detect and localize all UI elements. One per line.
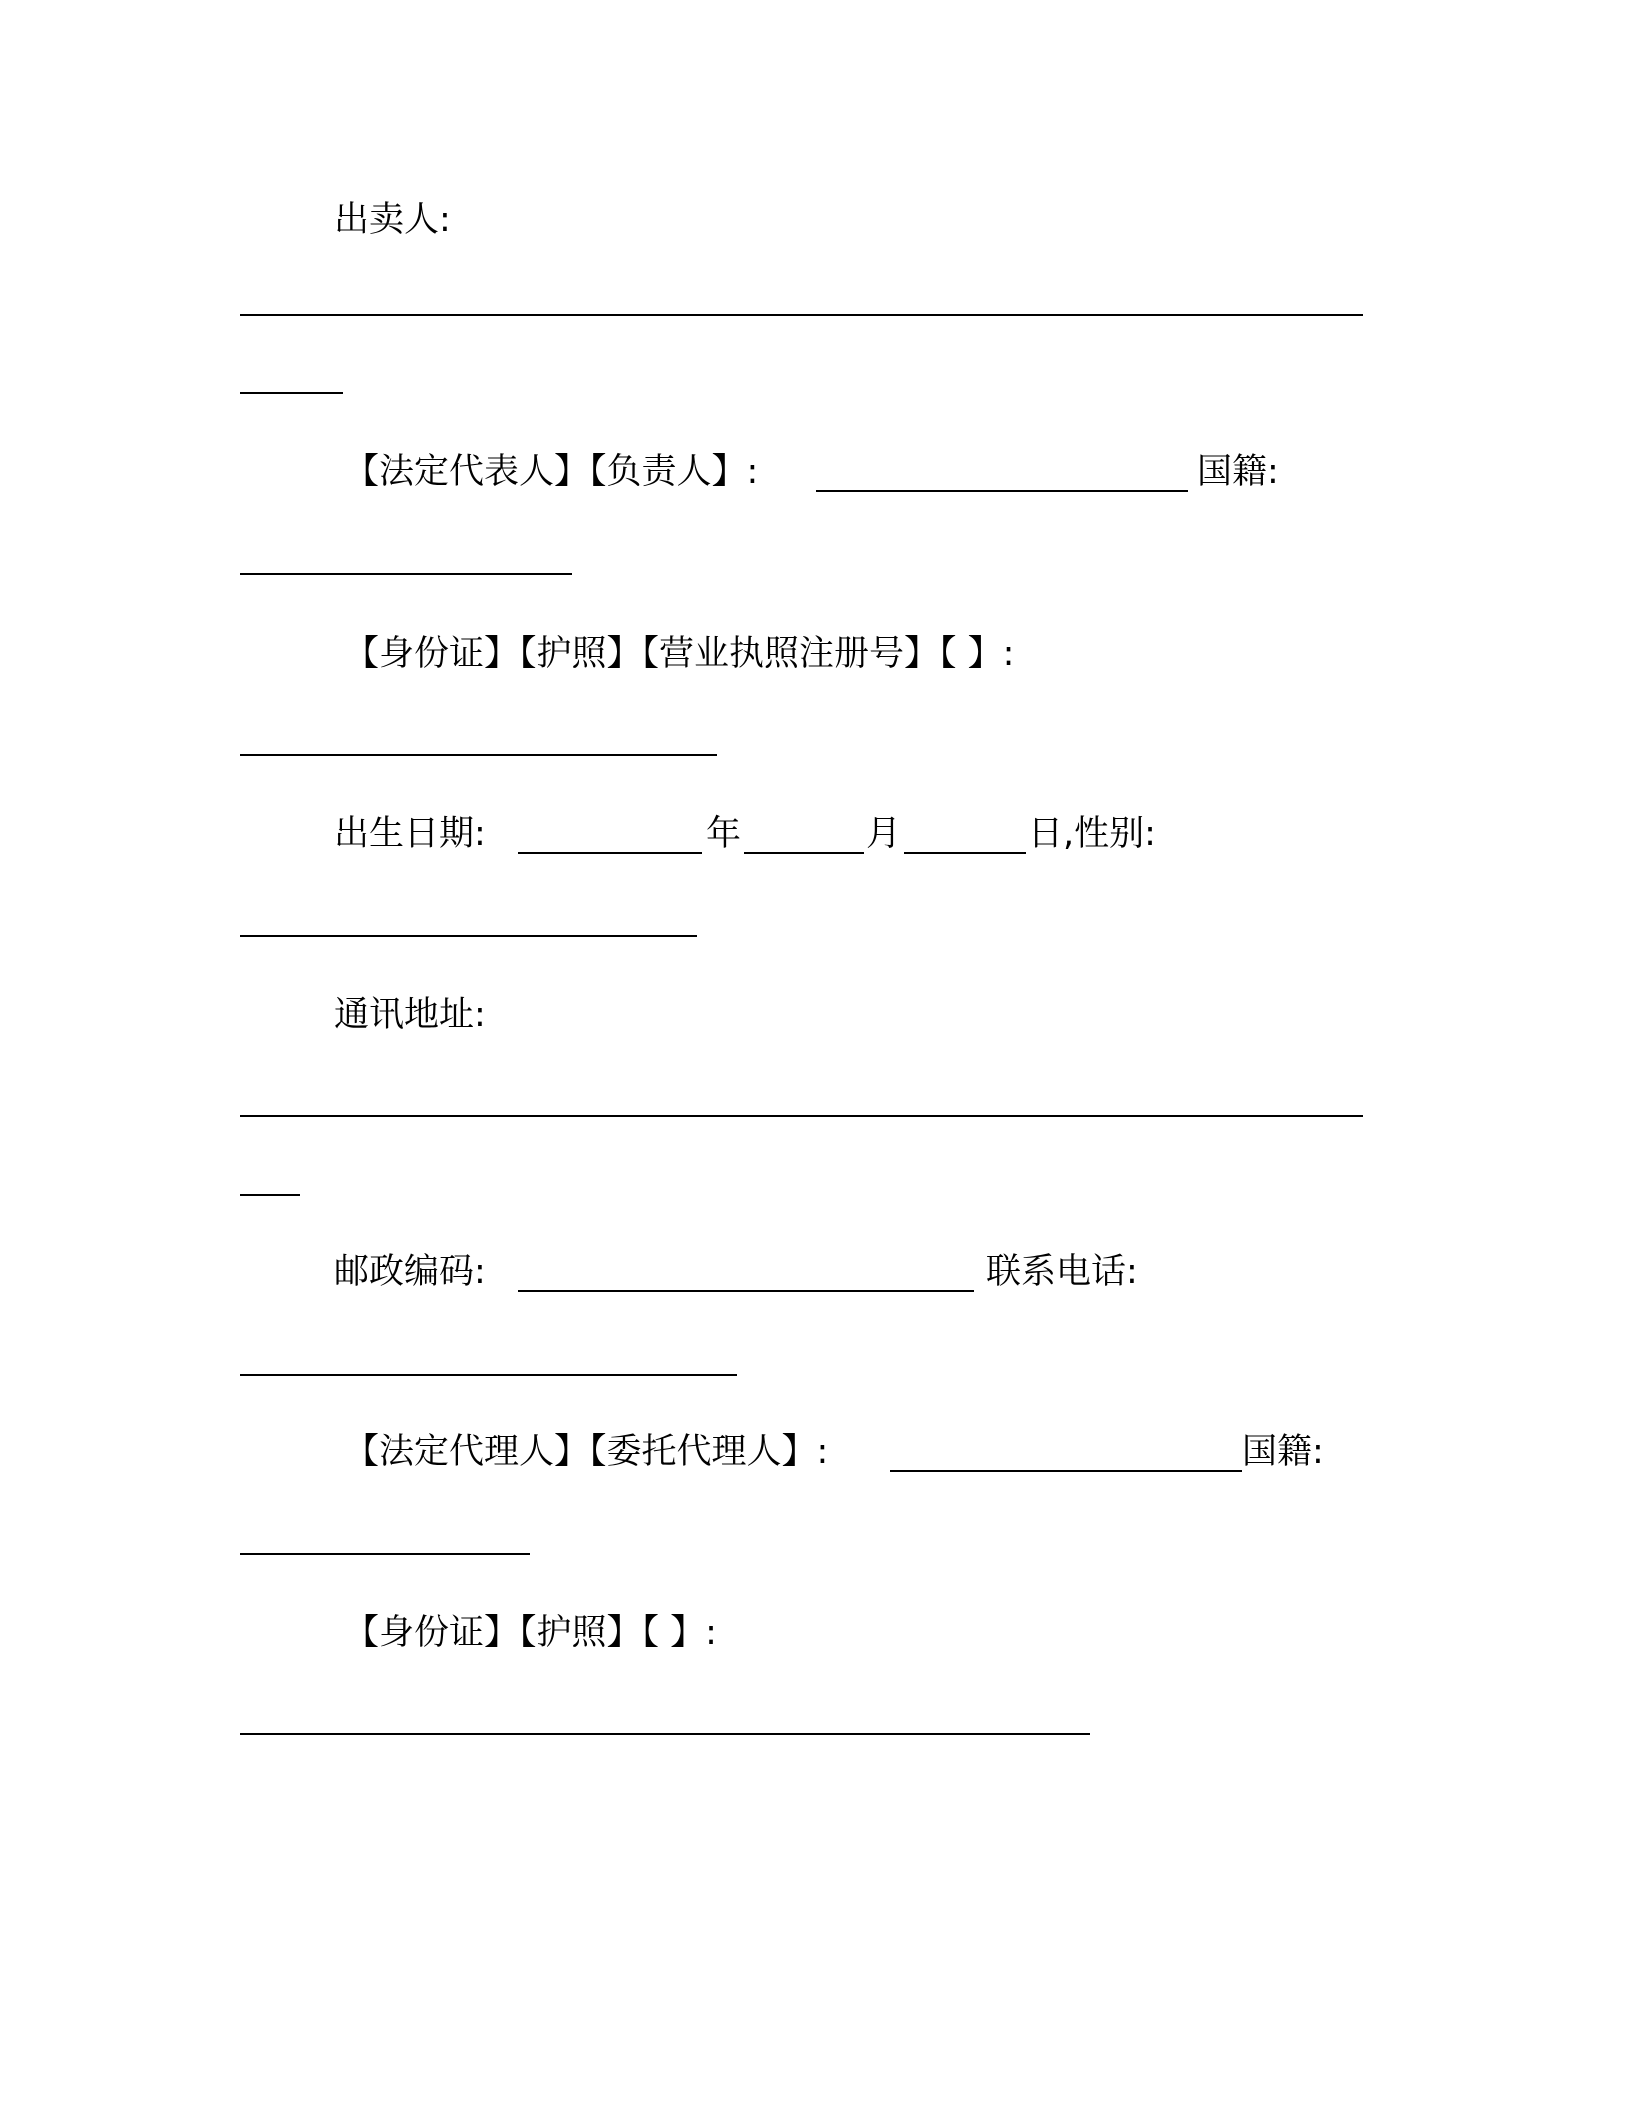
id-number-blank-1[interactable] bbox=[240, 754, 717, 756]
birth-month-blank[interactable] bbox=[744, 852, 864, 854]
birth-year-blank[interactable] bbox=[518, 852, 702, 854]
nationality-label-2: 国籍: bbox=[1242, 1432, 1324, 1472]
legal-rep-name-blank[interactable] bbox=[816, 490, 1188, 492]
gender-blank[interactable] bbox=[240, 935, 697, 937]
nationality-label-1: 国籍: bbox=[1197, 452, 1279, 492]
id-types-label-1: 【身份证】【护照】【营业执照注册号】【 】: bbox=[344, 634, 1015, 674]
agent-label: 【法定代理人】【委托代理人】: bbox=[344, 1432, 829, 1472]
id-number-blank-2[interactable] bbox=[240, 1733, 1090, 1735]
day-gender-label: 日,性别: bbox=[1028, 814, 1156, 854]
nationality-blank-2[interactable] bbox=[240, 1553, 530, 1555]
birth-day-blank[interactable] bbox=[904, 852, 1026, 854]
address-blank-cont[interactable] bbox=[240, 1194, 300, 1196]
id-types-label-2: 【身份证】【护照】【 】: bbox=[344, 1613, 717, 1653]
seller-label: 出卖人: bbox=[334, 200, 451, 240]
month-label: 月 bbox=[866, 814, 902, 854]
postcode-label: 邮政编码: bbox=[334, 1252, 486, 1292]
postcode-blank[interactable] bbox=[518, 1290, 974, 1292]
seller-name-blank[interactable] bbox=[240, 314, 1363, 316]
seller-name-blank-cont[interactable] bbox=[240, 392, 343, 394]
phone-blank[interactable] bbox=[240, 1374, 737, 1376]
legal-rep-label: 【法定代表人】【负责人】: bbox=[344, 452, 759, 492]
address-label: 通讯地址: bbox=[334, 995, 486, 1035]
birth-date-label: 出生日期: bbox=[334, 814, 486, 854]
phone-label: 联系电话: bbox=[986, 1252, 1138, 1292]
agent-name-blank[interactable] bbox=[890, 1470, 1242, 1472]
nationality-blank-1[interactable] bbox=[240, 573, 572, 575]
year-label: 年 bbox=[706, 814, 742, 854]
address-blank[interactable] bbox=[240, 1115, 1363, 1117]
